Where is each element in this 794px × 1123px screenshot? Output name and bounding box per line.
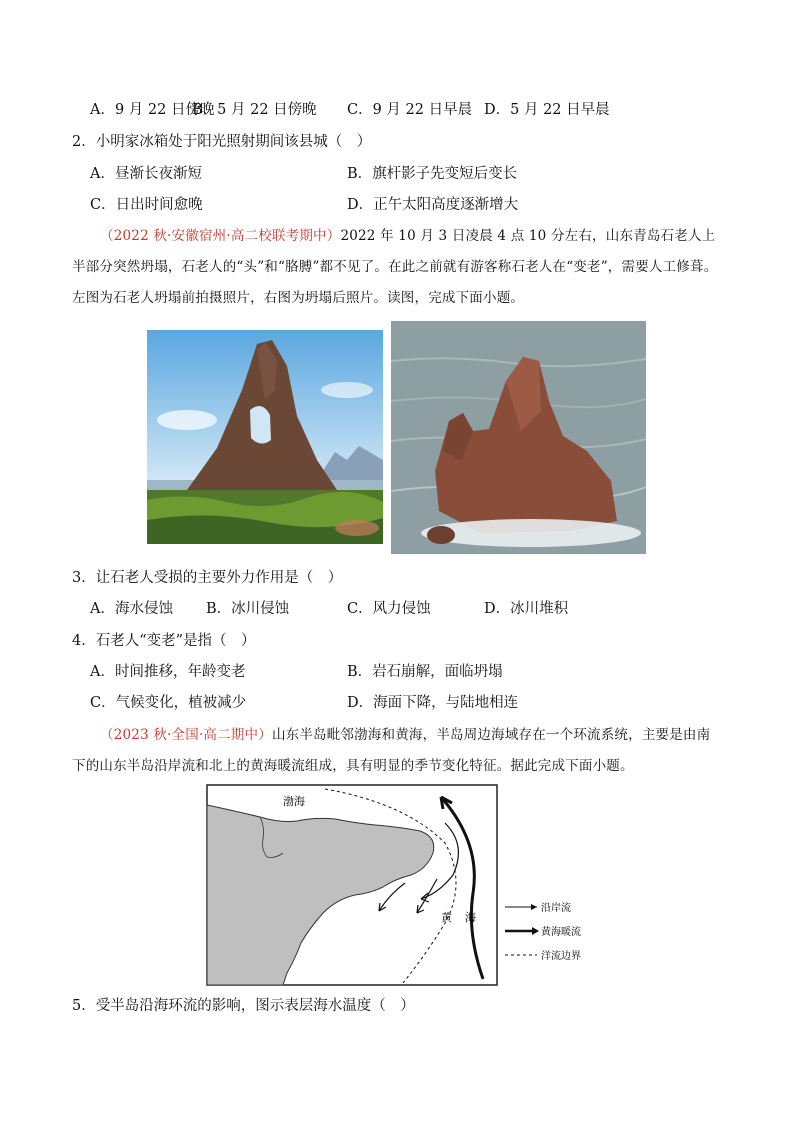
q3-option-d: D．冰川堆积 bbox=[484, 601, 569, 617]
q4-option-b: B．岩石崩解，面临坍塌 bbox=[347, 664, 503, 680]
legend-warm-current: 黄海暖流 bbox=[541, 927, 581, 938]
label-hai: 海 bbox=[465, 911, 476, 924]
label-bohai: 渤海 bbox=[283, 795, 305, 808]
passage-2 bbox=[72, 720, 722, 782]
q3-option-a: A．海水侵蚀 bbox=[90, 601, 173, 617]
passage-2-text: 山东半岛毗邻渤海和黄海，半岛周边海域存在一个环流系统，主要是由南下的山东半岛沿岸流和北上的黄海暖流组成，具有明显的季节变化特征。据此完成下面小题。 bbox=[72, 727, 711, 774]
q4-option-a: A．时间推移，年龄变老 bbox=[90, 664, 246, 680]
photo-after-collapse bbox=[391, 321, 646, 554]
ocean-current-map bbox=[205, 783, 605, 988]
legend-boundary: 洋流边界 bbox=[541, 951, 581, 962]
q2-stem: 2．小明家冰箱处于阳光照射期间该县城（ ） bbox=[72, 134, 372, 150]
q2-option-d: D．正午太阳高度逐渐增大 bbox=[347, 197, 519, 213]
q2-option-b: B．旗杆影子先变短后变长 bbox=[347, 166, 518, 182]
q1-option-a: A．9 月 22 日傍晚 bbox=[90, 102, 215, 118]
q5-stem: 5．受半岛沿海环流的影响，图示表层海水温度（ ） bbox=[72, 998, 415, 1014]
q4-option-d: D．海面下降，与陆地相连 bbox=[347, 695, 519, 711]
q1-option-c: C．9 月 22 日早晨 bbox=[347, 102, 473, 118]
photo-before-collapse bbox=[147, 330, 383, 544]
q2-option-a: A．昼渐长夜渐短 bbox=[90, 166, 202, 182]
q4-stem: 4．石老人“变老”是指（ ） bbox=[72, 633, 256, 649]
q3-stem: 3．让石老人受损的主要外力作用是（ ） bbox=[72, 570, 343, 586]
q1-option-b: B．5 月 22 日傍晚 bbox=[192, 102, 317, 118]
q2-option-c: C．日出时间愈晚 bbox=[90, 197, 203, 213]
passage-2-source: （2023 秋·全国·高二期中） bbox=[100, 727, 272, 743]
legend-coastal-current: 沿岸流 bbox=[541, 903, 571, 914]
q3-option-b: B．冰川侵蚀 bbox=[206, 601, 290, 617]
q1-option-d: D．5 月 22 日早晨 bbox=[484, 102, 610, 118]
q3-option-c: C．风力侵蚀 bbox=[347, 601, 431, 617]
passage-1-source: （2022 秋·安徽宿州·高二校联考期中） bbox=[100, 228, 341, 244]
q4-option-c: C．气候变化，植被减少 bbox=[90, 695, 247, 711]
passage-1-text: 2022 年 10 月 3 日凌晨 4 点 10 分左右，山东青岛石老人上半部分突然坍塌，石老人的“头”和“胳膊”都不见了。在此之前就有游客称石老人在“变老”，需要人工修葺。左图为石老人坍塌前拍摄照片，右图为坍塌后照片。读图，完成下面小题。 bbox=[72, 228, 718, 306]
passage-1 bbox=[72, 221, 722, 314]
label-huang: 黄 bbox=[441, 911, 452, 924]
